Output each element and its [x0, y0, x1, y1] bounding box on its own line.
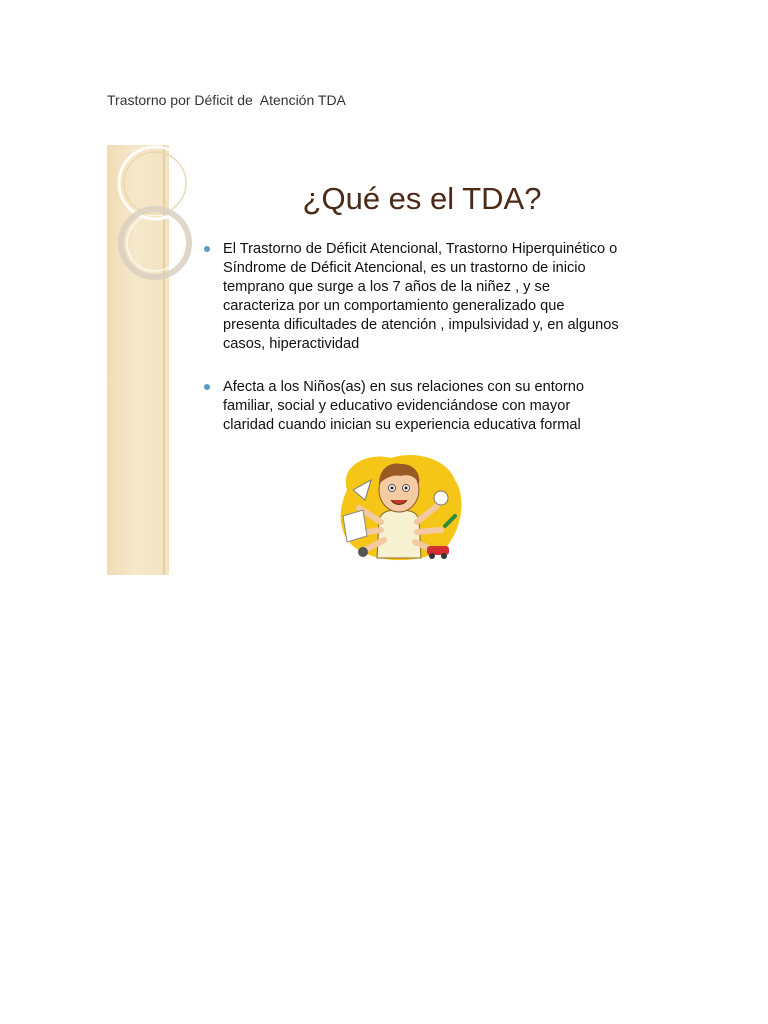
bullet-line: Afecta a los Niños(as) en sus relaciones con su entorno — [223, 379, 584, 395]
bullet-line: caracteriza por un comportamiento generalizado que — [223, 298, 565, 314]
bullet-line: Síndrome de Déficit Atencional, es un trastorno de inicio — [223, 260, 586, 276]
hyperactive-child-illustration-icon — [329, 450, 469, 565]
bullet-line: claridad cuando inician su experiencia educativa formal — [223, 417, 581, 433]
slide-image — [107, 145, 667, 575]
decorative-rings-icon — [107, 145, 197, 295]
bullet-line: presenta dificultades de atención , impulsividad y, en algunos — [223, 317, 619, 333]
bullet-dot-icon — [204, 246, 210, 252]
bullet-line: casos, hiperactividad — [223, 336, 360, 352]
bullet-line: El Trastorno de Déficit Atencional, Trastorno Hiperquinético o — [223, 241, 618, 257]
bullet-dot-icon — [204, 384, 210, 390]
bullet-list — [202, 240, 652, 435]
bullet-item — [202, 378, 652, 435]
bullet-line: temprano que surge a los 7 años de la niñez , y se — [223, 279, 550, 295]
slide-heading: ¿Qué es el TDA? — [302, 181, 542, 216]
bullet-item — [202, 240, 652, 354]
document-title: Trastorno por Déficit de Atención TDA — [107, 92, 346, 108]
bullet-line: familiar, social y educativo evidenciándose con mayor — [223, 398, 571, 414]
